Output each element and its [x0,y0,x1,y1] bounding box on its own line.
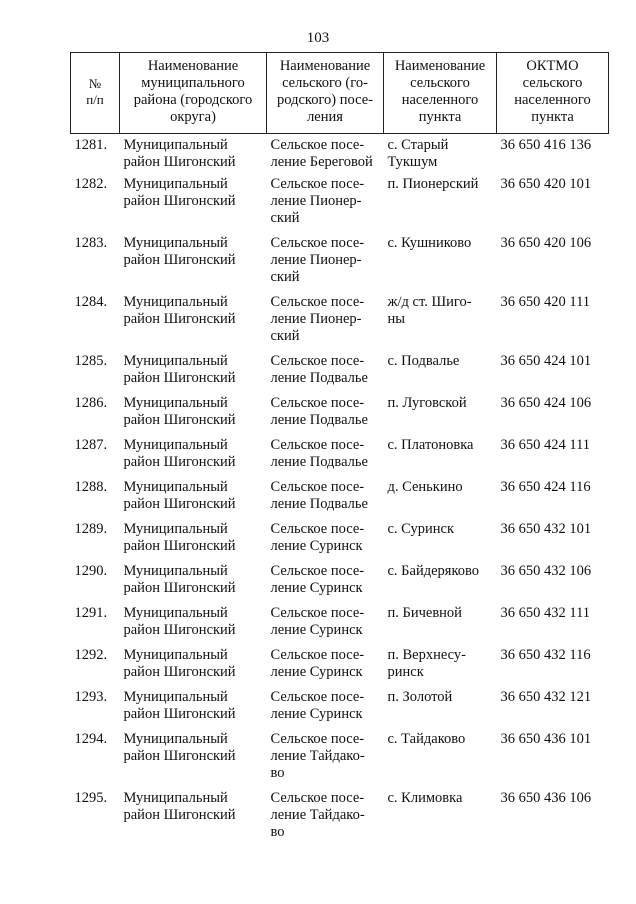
locality-name: с. Платоновка [387,436,474,453]
locality-name: с. Старый Тукшум [387,137,449,170]
settlement-name: Сельское посе- ление Суринск [270,520,365,554]
table-row [71,294,609,353]
district-name: Муниципальный район Шигонский [123,789,236,823]
district-name: Муниципальный район Шигонский [123,520,236,554]
table-row [71,134,609,176]
page-number: 103 [306,30,330,46]
table-body [71,134,609,849]
settlement-name: Сельское посе- ление Подвалье [270,394,368,428]
locality-name: с. Байдеряково [387,562,479,579]
row-number: 1287. [74,436,108,453]
district-name: Муниципальный район Шигонский [123,394,236,428]
oktmo-code: 36 650 432 121 [500,688,592,705]
locality-name: ж/д ст. Шиго- ны [387,293,472,327]
row-number: 1293. [74,688,108,705]
oktmo-code: 36 650 416 136 [500,137,592,153]
settlement-name: Сельское посе- ление Подвалье [270,436,368,470]
row-number: 1284. [74,293,108,310]
table-row [71,647,609,689]
district-name: Муниципальный район Шигонский [123,562,236,596]
locality-name: с. Кушниково [387,234,472,251]
district-name: Муниципальный район Шигонский [123,646,236,680]
row-number: 1291. [74,604,108,621]
settlement-name: Сельское посе- ление Суринск [270,562,365,596]
table-row [71,790,609,849]
row-number: 1292. [74,646,108,663]
locality-name: с. Суринск [387,520,454,537]
locality-name: п. Луговской [387,394,467,411]
table-row [71,563,609,605]
settlement-name: Сельское посе- ление Пионер- ский [270,234,365,285]
district-name: Муниципальный район Шигонский [123,352,236,386]
settlement-name: Сельское посе- ление Пионер- ский [270,175,365,226]
locality-name: с. Климовка [387,789,463,806]
oktmo-code: 36 650 432 106 [500,562,592,579]
settlement-name: Сельское посе- ление Береговой [270,137,373,170]
table-row [71,176,609,235]
table-row [71,731,609,790]
row-number: 1295. [74,789,108,806]
oktmo-code: 36 650 424 116 [500,478,591,495]
table-header [71,53,609,134]
settlement-name: Сельское посе- ление Суринск [270,604,365,638]
row-number: 1283. [74,234,108,251]
settlement-name: Сельское посе- ление Тайдако- во [270,730,365,781]
oktmo-code: 36 650 424 111 [500,436,591,453]
header-oktmo: ОКТМО сельского населенного пункта [497,53,609,134]
oktmo-code: 36 650 432 111 [500,604,591,621]
oktmo-code: 36 650 436 101 [500,730,592,747]
oktmo-code: 36 650 420 106 [500,234,592,251]
oktmo-code: 36 650 432 116 [500,646,591,663]
table-row [71,437,609,479]
settlement-name: Сельское посе- ление Подвалье [270,352,368,386]
row-number: 1286. [74,394,108,411]
table-row [71,395,609,437]
table-row [71,605,609,647]
settlements-table [70,52,609,849]
district-name: Муниципальный район Шигонский [123,478,236,512]
header-settlement: Наименование сельского (го- родского) посе- ления [267,53,384,134]
district-name: Муниципальный район Шигонский [123,234,236,268]
locality-name: д. Сенькино [387,478,463,495]
settlement-name: Сельское посе- ление Тайдако- во [270,789,365,840]
header-locality: Наименование сельского населенного пункта [384,53,497,134]
oktmo-code: 36 650 424 101 [500,352,592,369]
locality-name: п. Бичевной [387,604,462,621]
row-number: 1289. [74,520,108,537]
district-name: Муниципальный район Шигонский [123,688,236,722]
row-number: 1282. [74,175,108,192]
locality-name: п. Верхнесу- ринск [387,646,466,680]
locality-name: с. Тайдаково [387,730,466,747]
district-name: Муниципальный район Шигонский [123,604,236,638]
header-district: Наименование муниципального района (городского округа) [120,53,267,134]
district-name: Муниципальный район Шигонский [123,730,236,764]
row-number: 1294. [74,730,108,747]
oktmo-code: 36 650 420 101 [500,175,592,192]
locality-name: с. Подвалье [387,352,460,369]
table-row [71,479,609,521]
oktmo-code: 36 650 432 101 [500,520,592,537]
table-row [71,689,609,731]
table-row [71,353,609,395]
oktmo-code: 36 650 424 106 [500,394,592,411]
district-name: Муниципальный район Шигонский [123,293,236,327]
row-number: 1288. [74,478,108,495]
table-row [71,521,609,563]
table-row [71,235,609,294]
locality-name: п. Золотой [387,688,453,705]
district-name: Муниципальный район Шигонский [123,137,236,170]
header-row [71,53,609,134]
settlement-name: Сельское посе- ление Подвалье [270,478,368,512]
district-name: Муниципальный район Шигонский [123,436,236,470]
row-number: 1285. [74,352,108,369]
district-name: Муниципальный район Шигонский [123,175,236,209]
locality-name: п. Пионерский [387,175,479,192]
settlement-name: Сельское посе- ление Пионер- ский [270,293,365,344]
settlement-name: Сельское посе- ление Суринск [270,646,365,680]
header-num: № п/п [71,53,120,134]
row-number: 1281. [74,137,108,153]
settlement-name: Сельское посе- ление Суринск [270,688,365,722]
oktmo-code: 36 650 420 111 [500,293,591,310]
row-number: 1290. [74,562,108,579]
oktmo-code: 36 650 436 106 [500,789,592,806]
